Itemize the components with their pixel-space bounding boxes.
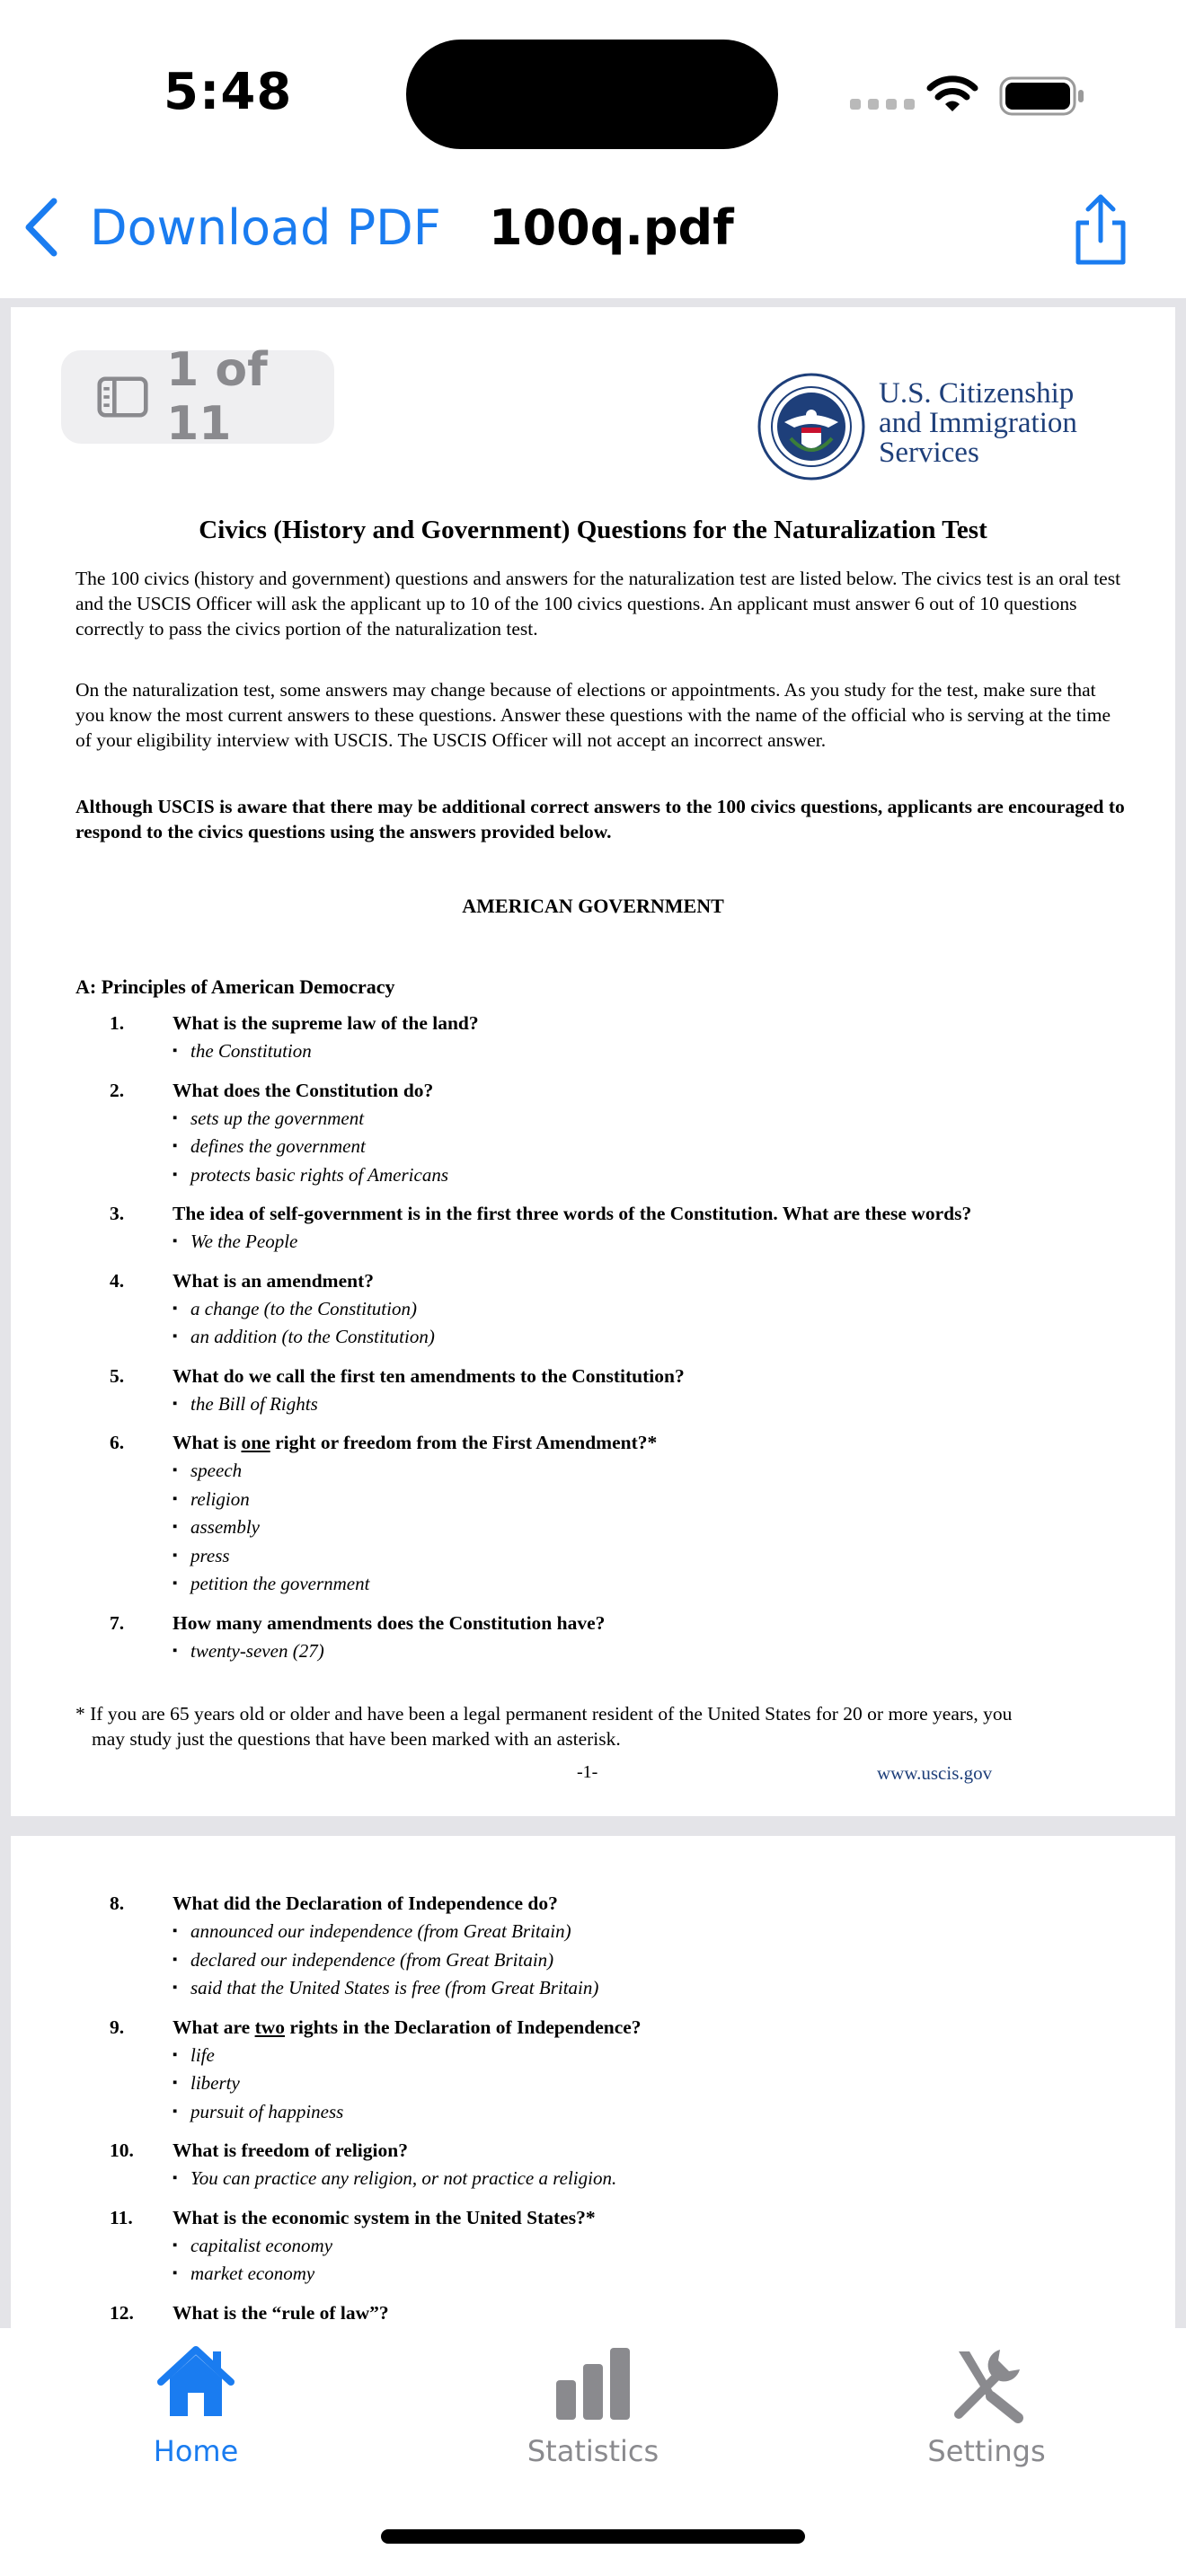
question-item — [110, 1429, 1134, 1599]
question-number: 7. — [110, 1611, 125, 1634]
wifi-icon — [925, 75, 979, 115]
agency-line: Services — [879, 437, 979, 469]
answer-text: You can practice any religion, or not practice a religion. — [190, 2167, 617, 2189]
bullet-icon: ▪ — [173, 1110, 178, 1125]
answer-text: assembly — [190, 1516, 260, 1538]
back-button-label: Download PDF — [90, 198, 441, 256]
bullet-icon: ▪ — [173, 1301, 178, 1316]
page-indicator-label: 1 of 11 — [166, 343, 268, 451]
pdf-heading: Civics (History and Government) Questions for the Naturalization Test — [199, 516, 987, 544]
answer-text: capitalist economy — [190, 2234, 333, 2256]
chevron-left-icon — [22, 196, 63, 259]
home-indicator — [381, 2529, 805, 2544]
question-number: 4. — [110, 1269, 125, 1292]
bullet-icon: ▪ — [173, 1520, 178, 1534]
agency-line: and Immigration — [879, 407, 1077, 439]
bullet-icon: ▪ — [173, 1491, 178, 1506]
answer-item — [173, 1542, 1134, 1571]
answer-item — [173, 1457, 1134, 1486]
answer-item — [173, 1570, 1134, 1599]
intro-paragraph: The 100 civics (history and government) questions and answers for the naturalization test are listed below. The civics test is an oral test and the USCIS Officer will ask the applicant up to 10 of the 100 civics questions. An applicant must answer 6 out of 10 questions correctly to pass the civics portion of the naturalization test. — [75, 568, 1121, 640]
sidebar-icon — [97, 375, 148, 419]
question-number: 5. — [110, 1364, 125, 1387]
answer-text: market economy — [190, 2263, 315, 2284]
page-indicator[interactable] — [61, 343, 334, 451]
answer-text: the Constitution — [190, 1040, 312, 1062]
wrench-screwdriver-icon — [946, 2342, 1027, 2423]
question-text: What is freedom of religion? — [173, 2139, 408, 2161]
question-text-part: rights in the Declaration of Independence? — [285, 2016, 642, 2038]
answer-text: liberty — [190, 2072, 240, 2094]
agency-line: U.S. Citizenship — [879, 377, 1075, 410]
website-link: www.uscis.gov — [877, 1762, 993, 1784]
question-line — [110, 1890, 1134, 1918]
answer-text: a change (to the Constitution) — [190, 1297, 417, 1319]
share-icon[interactable] — [1069, 192, 1132, 268]
answer-text: religion — [190, 1487, 250, 1510]
question-number: 6. — [110, 1432, 125, 1453]
answer-text: petition the government — [190, 1573, 370, 1594]
page-number: -1- — [577, 1762, 598, 1782]
bullet-icon: ▪ — [173, 1463, 178, 1478]
answer-item — [173, 1133, 1134, 1161]
question-number: 8. — [110, 1892, 125, 1914]
bullet-icon: ▪ — [173, 1981, 178, 1995]
bullet-icon: ▪ — [173, 1044, 178, 1058]
answer-item — [173, 1513, 1134, 1542]
answer-item — [173, 1105, 1134, 1134]
question-line — [110, 2204, 1134, 2232]
footnote-line: may study just the questions that have been marked with an asterisk. — [92, 1728, 621, 1750]
answer-text: press — [190, 1544, 230, 1566]
question-list — [110, 1890, 1134, 2328]
question-text: What is the “rule of law”? — [173, 2301, 389, 2324]
pdf-page-1 — [11, 307, 1175, 1816]
question-number: 2. — [110, 1079, 125, 1101]
house-icon — [155, 2342, 236, 2423]
answer-text: said that the United States is free (from Great Britain) — [190, 1977, 599, 1998]
agency-name — [879, 379, 1077, 468]
subsection-heading: A: Principles of American Democracy — [75, 975, 395, 998]
question-text-part: What are — [173, 2016, 255, 2038]
question-number: 10. — [110, 2139, 134, 2161]
question-item — [110, 1267, 1134, 1352]
question-line — [110, 1077, 1134, 1105]
bullet-icon: ▪ — [173, 1139, 178, 1153]
question-text: How many amendments does the Constitution have? — [173, 1611, 606, 1634]
question-text: What is an amendment? — [173, 1269, 374, 1292]
answer-text: sets up the government — [190, 1107, 365, 1129]
back-button[interactable] — [22, 196, 441, 259]
answer-item — [173, 1486, 1134, 1514]
pdf-viewer[interactable] — [0, 298, 1186, 2328]
answer-item — [173, 1946, 1134, 1975]
question-text: The idea of self-government is in the first three words of the Constitution. What are these words? — [173, 1203, 972, 1224]
answer-text: speech — [190, 1460, 243, 1481]
question-line — [110, 1200, 1134, 1228]
answer-item — [173, 2232, 1134, 2261]
battery-icon — [999, 75, 1085, 117]
footnote — [75, 1701, 1127, 1751]
answer-text: We the People — [190, 1231, 298, 1252]
question-line — [110, 2014, 1134, 2042]
tab-statistics[interactable] — [458, 2328, 728, 2468]
question-text-part: right or freedom from the First Amendment?* — [270, 1432, 658, 1453]
answer-text: twenty-seven (27) — [190, 1639, 324, 1662]
answer-item — [173, 1637, 1134, 1666]
question-line — [110, 2137, 1134, 2165]
answer-text: the Bill of Rights — [190, 1392, 318, 1415]
answer-item — [173, 2098, 1134, 2127]
bullet-icon: ▪ — [173, 2171, 178, 2185]
notice-paragraph: Although USCIS is aware that there may be additional correct answers to the 100 civics questions, applicants are encouraged to respond to the civics questions using the answers provided below. — [75, 796, 1125, 842]
question-text: What is the economic system in the United States?* — [173, 2206, 596, 2228]
question-text — [173, 2014, 642, 2042]
question-text: What does the Constitution do? — [173, 1079, 434, 1101]
answer-item — [173, 1161, 1134, 1190]
question-text-part: What is — [173, 1432, 242, 1453]
answer-item — [173, 1228, 1134, 1257]
answer-text: declared our independence (from Great Britain) — [190, 1948, 554, 1971]
footnote-line: * If you are 65 years old or older and have been a legal permanent resident of the United States for 20 or more years, you — [75, 1703, 1013, 1725]
answer-text: pursuit of happiness — [190, 2100, 344, 2122]
bullet-icon: ▪ — [173, 1329, 178, 1344]
question-text — [173, 1429, 657, 1457]
question-item — [110, 1200, 1134, 1257]
answer-item — [173, 1295, 1134, 1324]
pdf-page-2 — [11, 1836, 1175, 2328]
bullet-icon: ▪ — [173, 1548, 178, 1563]
bullet-icon: ▪ — [173, 1396, 178, 1411]
bullet-icon: ▪ — [173, 2076, 178, 2090]
section-heading: AMERICAN GOVERNMENT — [462, 895, 724, 917]
question-number: 3. — [110, 1203, 125, 1224]
question-number: 11. — [110, 2206, 133, 2228]
question-line — [110, 1267, 1134, 1295]
question-text-emphasis: two — [254, 2016, 286, 2038]
question-item — [110, 2299, 1134, 2327]
question-line — [110, 1010, 1134, 1037]
bullet-icon: ▪ — [173, 1952, 178, 1967]
question-number: 9. — [110, 2016, 125, 2038]
question-item — [110, 2137, 1134, 2193]
bullet-icon: ▪ — [173, 1167, 178, 1182]
answer-item — [173, 1037, 1134, 1066]
status-time: 5:48 — [164, 63, 293, 121]
bullet-icon: ▪ — [173, 2047, 178, 2062]
bullet-icon: ▪ — [173, 1924, 178, 1938]
bullet-icon: ▪ — [173, 2237, 178, 2253]
answer-item — [173, 2260, 1134, 2289]
answer-text: protects basic rights of Americans — [190, 1163, 448, 1186]
answer-item — [173, 1390, 1134, 1419]
dynamic-island — [406, 40, 778, 149]
answer-item — [173, 2042, 1134, 2070]
answer-text: announced our independence (from Great Britain) — [190, 1920, 571, 1942]
answer-item — [173, 1974, 1134, 2003]
question-item — [110, 2204, 1134, 2289]
answer-text: an addition (to the Constitution) — [190, 1326, 435, 1347]
question-item — [110, 1010, 1134, 1066]
question-line — [110, 2299, 1134, 2327]
bullet-icon: ▪ — [173, 2104, 178, 2119]
tab-statistics-label: Statistics — [527, 2434, 659, 2468]
document-title: 100q.pdf — [489, 199, 734, 256]
bullet-icon: ▪ — [173, 1576, 178, 1591]
tab-settings-label: Settings — [927, 2434, 1046, 2468]
question-number: 1. — [110, 1012, 125, 1034]
bullet-icon: ▪ — [173, 2266, 178, 2280]
question-item — [110, 1890, 1134, 2003]
question-text-emphasis: one — [241, 1432, 270, 1453]
question-item — [110, 1363, 1134, 1419]
tab-home-label: Home — [153, 2434, 239, 2468]
answer-item — [173, 1323, 1134, 1352]
question-text: What is the supreme law of the land? — [173, 1012, 479, 1034]
cellular-signal-icon — [850, 99, 915, 110]
intro-paragraph: On the naturalization test, some answers may change because of elections or appointments. As you study for the test, make sure that you know the most current answers to these questions. Answer these questions with the name of the official who is serving at the time of your eligibility interview with USCIS. The USCIS Officer will not accept an incorrect answer. — [75, 679, 1111, 751]
answer-item — [173, 2069, 1134, 2098]
answer-text: defines the government — [190, 1135, 366, 1157]
question-item — [110, 2014, 1134, 2127]
question-number: 12. — [110, 2301, 134, 2324]
answer-item — [173, 2165, 1134, 2193]
tab-home[interactable] — [61, 2328, 331, 2468]
question-text: What do we call the first ten amendments to the Constitution? — [173, 1364, 685, 1387]
bullet-icon: ▪ — [173, 1643, 178, 1658]
question-line — [110, 1429, 1134, 1457]
bullet-icon: ▪ — [173, 1234, 178, 1248]
answer-text: life — [190, 2043, 215, 2066]
tab-settings[interactable] — [852, 2328, 1121, 2468]
bar-chart-icon — [553, 2342, 633, 2423]
question-text: What did the Declaration of Independence do? — [173, 1892, 558, 1914]
question-item — [110, 1077, 1134, 1190]
question-list — [110, 1010, 1134, 1676]
question-line — [110, 1363, 1134, 1390]
question-item — [110, 1610, 1134, 1666]
question-line — [110, 1610, 1134, 1637]
answer-item — [173, 1918, 1134, 1946]
dhs-seal-icon — [757, 372, 866, 481]
